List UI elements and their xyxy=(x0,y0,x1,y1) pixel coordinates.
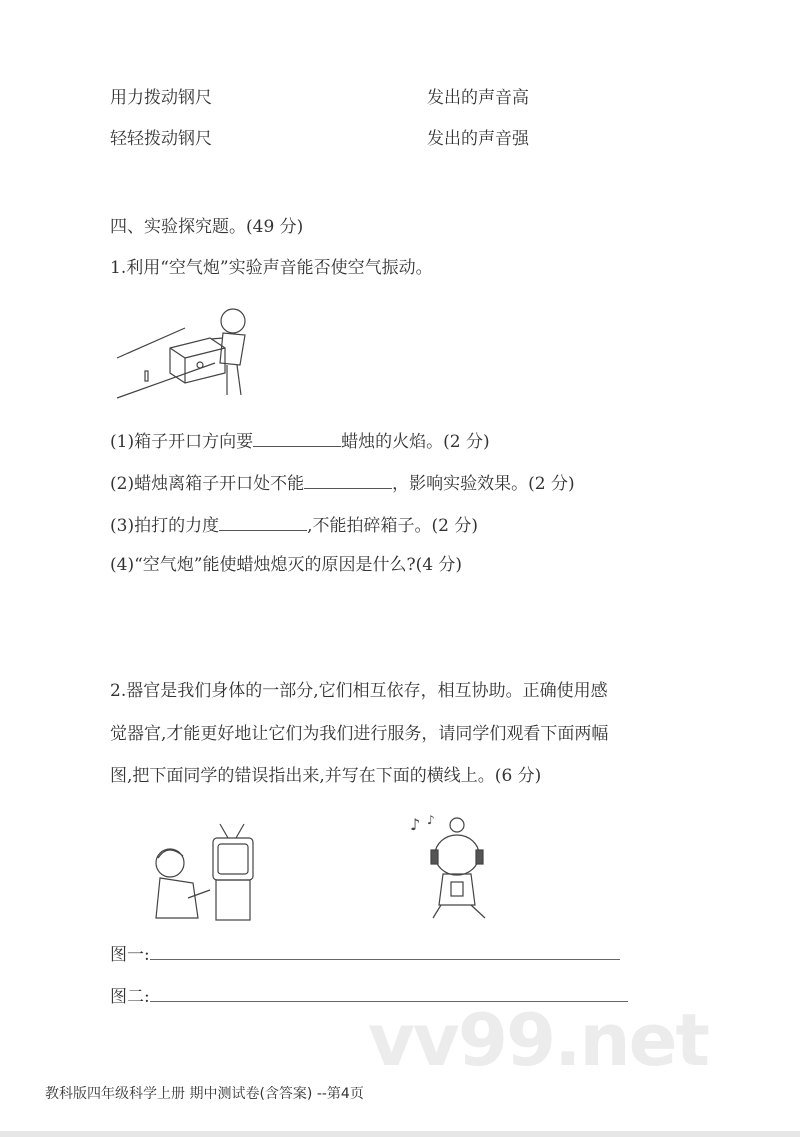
question-2-line-3: 图,把下面同学的错误指出来,并写在下面的横线上。(6 分) xyxy=(110,766,542,786)
question-1-title: 1.利用“空气炮”实验声音能否使空气振动。 xyxy=(110,258,433,278)
watermark: vv99.net xyxy=(368,998,708,1082)
tv-watching-illustration xyxy=(148,818,258,923)
svg-text:♪: ♪ xyxy=(410,815,421,834)
matching-right-1: 发出的声音高 xyxy=(427,88,529,108)
question-1-item-2: (2)蜡烛离箱子开口处不能 ，影响实验效果。(2 分) xyxy=(110,474,575,494)
matching-right-2: 发出的声音强 xyxy=(427,129,529,149)
page-bottom-edge xyxy=(0,1131,800,1137)
question-2-line-2: 觉器官,才能更好地让它们为我们进行服务，请同学们观看下面两幅 xyxy=(110,724,609,744)
air-cannon-illustration xyxy=(115,303,255,403)
matching-left-1: 用力拨动钢尺 xyxy=(110,88,212,108)
question-1-item-3: (3)拍打的力度 ,不能拍碎箱子。(2 分) xyxy=(110,516,478,536)
headphones-illustration xyxy=(405,810,510,922)
answer-line-figure-1: 图一: xyxy=(110,944,620,964)
question-1-item-1: (1)箱子开口方向要 蜡烛的火焰。(2 分) xyxy=(110,432,490,452)
question-2-line-1: 2.器官是我们身体的一部分,它们相互依存，相互协助。正确使用感 xyxy=(110,681,608,701)
answer-blank-2[interactable] xyxy=(304,473,392,489)
question-1-item-4: (4)“空气炮”能使蜡烛熄灭的原因是什么?(4 分) xyxy=(110,555,463,575)
answer-line-figure-2: 图二: xyxy=(110,986,628,1006)
answer-line-1[interactable] xyxy=(150,944,620,960)
answer-blank-3[interactable] xyxy=(219,515,307,531)
svg-text:♪: ♪ xyxy=(427,813,435,827)
section-heading: 四、实验探究题。(49 分) xyxy=(110,217,304,237)
matching-left-2: 轻轻拨动钢尺 xyxy=(110,129,212,149)
page-footer: 教科版四年级科学上册 期中测试卷(含答案) --第4页 xyxy=(45,1086,364,1102)
answer-blank-1[interactable] xyxy=(253,431,341,447)
